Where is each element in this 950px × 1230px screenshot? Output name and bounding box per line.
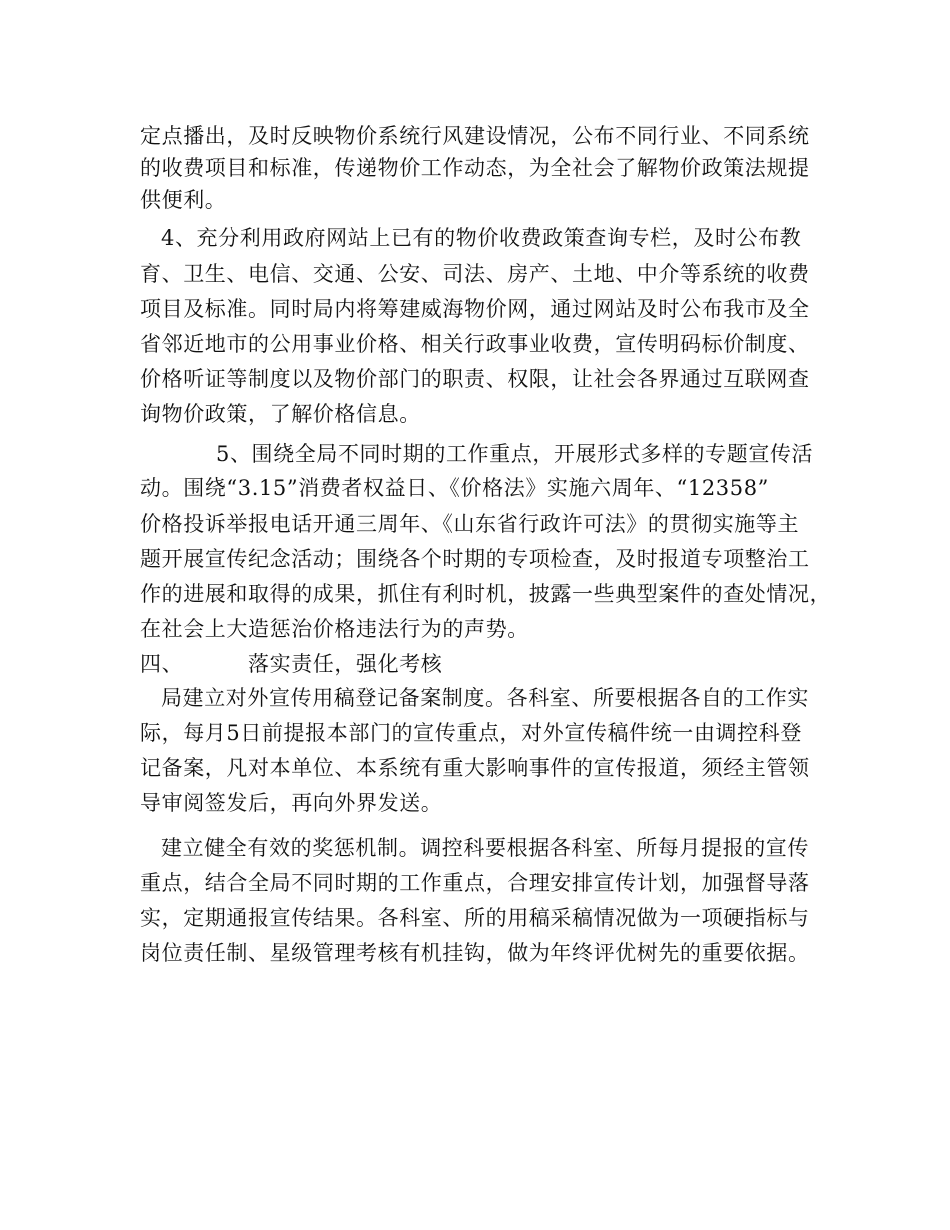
- paragraph-line: 实，定期通报宣传结果。各科室、所的用稿采稿情况做为一项硬指标与: [140, 906, 810, 930]
- paragraph-line: 5、围绕全局不同时期的工作重点，开展形式多样的专题宣传活: [216, 442, 814, 466]
- paragraph-line: 省邻近地市的公用事业价格、相关行政事业收费，宣传明码标价制度、: [140, 332, 810, 356]
- paragraph-line: 重点，结合全局不同时期的工作重点，合理安排宣传计划，加强督导落: [140, 871, 810, 895]
- paragraph-line: 项目及标准。同时局内将筹建威海物价网，通过网站及时公布我市及全: [140, 297, 810, 321]
- paragraph-line: 询物价政策，了解价格信息。: [140, 402, 421, 426]
- paragraph-line: 建立健全有效的奖惩机制。调控科要根据各科室、所每月提报的宣传: [161, 836, 809, 860]
- section-heading-number: 四、: [140, 652, 184, 676]
- paragraph-line: 价格投诉举报电话开通三周年、《山东省行政许可法》的贯彻实施等主: [140, 512, 800, 536]
- paragraph-line: 供便利。: [140, 188, 227, 212]
- section-heading: [140, 647, 442, 681]
- paragraph-line: 际，每月5日前提报本部门的宣传重点，对外宣传稿件统一由调控科登: [140, 721, 802, 745]
- paragraph-line: 定点播出，及时反映物价系统行风建设情况，公布不同行业、不同系统: [140, 124, 810, 148]
- paragraph-line: 岗位责任制、星级管理考核有机挂钩，做为年终评优树先的重要依据。: [140, 941, 810, 965]
- paragraph-line: 育、卫生、电信、交通、公安、司法、房产、土地、中介等系统的收费: [140, 262, 810, 286]
- paragraph-line: 局建立对外宣传用稿登记备案制度。各科室、所要根据各自的工作实: [161, 686, 809, 710]
- paragraph-line: 动。围绕“3.15”消费者权益日、《价格法》实施六周年、“12358”: [140, 476, 770, 500]
- paragraph-line: 4、充分利用政府网站上已有的物价收费政策查询专栏，及时公布教: [161, 226, 802, 250]
- paragraph-line: 在社会上大造惩治价格违法行为的声势。: [140, 617, 529, 641]
- paragraph-line: 记备案，凡对本单位、本系统有重大影响事件的宣传报道，须经主管领: [140, 756, 810, 780]
- paragraph-line: 导审阅签发后，再向外界发送。: [140, 791, 443, 815]
- paragraph-line: 价格听证等制度以及物价部门的职责、权限，让社会各界通过互联网查: [140, 367, 810, 391]
- paragraph-line: 题开展宣传纪念活动；围绕各个时期的专项检查，及时报道专项整治工: [140, 547, 810, 571]
- section-heading-title: 落实责任，强化考核: [248, 652, 443, 676]
- paragraph-line: 作的进展和取得的成果，抓住有利时机，披露一些典型案件的查处情况，: [140, 582, 832, 606]
- paragraph-line: 的收费项目和标准，传递物价工作动态，为全社会了解物价政策法规提: [140, 156, 810, 180]
